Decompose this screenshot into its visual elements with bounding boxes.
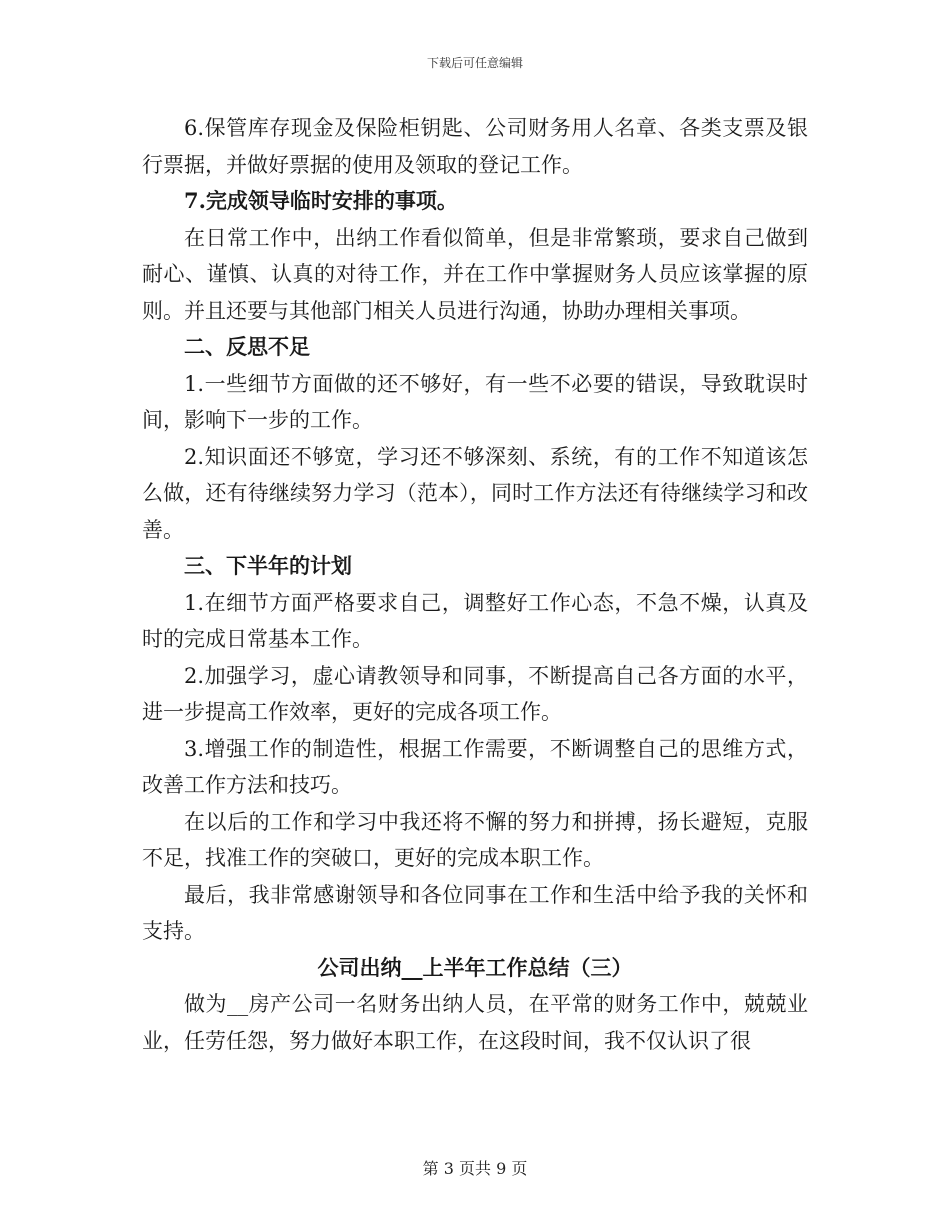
paragraph-plan-3: 3.增强工作的制造性，根据工作需要，不断调整自己的思维方式，改善工作方法和技巧。	[142, 736, 808, 797]
paragraph-plan-1: 1.在细节方面严格要求自己，调整好工作心态，不急不燥，认真及时的完成日常基本工作。	[142, 590, 808, 651]
paragraph-daily-work: 在日常工作中，出纳工作看似简单，但是非常繁琐，要求自己做到耐心、谨慎、认真的对待工作，并在工作中掌握财务人员应该掌握的原则。并且还要与其他部门相关人员进行沟通，协助办理相关事项。	[142, 225, 808, 323]
section-heading-plan: 三、下半年的计划	[184, 553, 352, 578]
paragraph-item-7-heading: 7.完成领导临时安排的事项。	[184, 188, 458, 213]
paragraph-reflection-1: 1.一些细节方面做的还不够好，有一些不必要的错误，导致耽误时间，影响下一步的工作。	[142, 371, 808, 432]
paragraph-plan-2: 2.加强学习，虚心请教领导和同事，不断提高自己各方面的水平，进一步提高工作效率，更好的完成各项工作。	[142, 663, 808, 724]
paragraph-intro-summary-3: 做为__房产公司一名财务出纳人员，在平常的财务工作中，兢兢业业，任劳任怨，努力做好本职工作，在这段时间，我不仅认识了很	[142, 992, 808, 1053]
paragraph-thanks: 最后，我非常感谢领导和各位同事在工作和生活中给予我的关怀和支持。	[142, 882, 808, 943]
page-header-note: 下载后可任意编辑	[426, 56, 523, 70]
section-title-summary-3: 公司出纳__上半年工作总结（三）	[317, 954, 633, 980]
document-body	[142, 110, 808, 1059]
paragraph-future: 在以后的工作和学习中我还将不懈的努力和拼搏，扬长避短，克服不足，找准工作的突破口，更好的完成本职工作。	[142, 809, 808, 870]
page-number-footer: 第 3 页共 9 页	[422, 1159, 528, 1178]
section-heading-reflection: 二、反思不足	[184, 334, 310, 359]
paragraph-item-6: 6.保管库存现金及保险柜钥匙、公司财务用人名章、各类支票及银行票据，并做好票据的使用及领取的登记工作。	[142, 116, 808, 177]
paragraph-reflection-2: 2.知识面还不够宽，学习还不够深刻、系统，有的工作不知道该怎么做，还有待继续努力学习（范本），同时工作方法还有待继续学习和改善。	[142, 444, 808, 542]
